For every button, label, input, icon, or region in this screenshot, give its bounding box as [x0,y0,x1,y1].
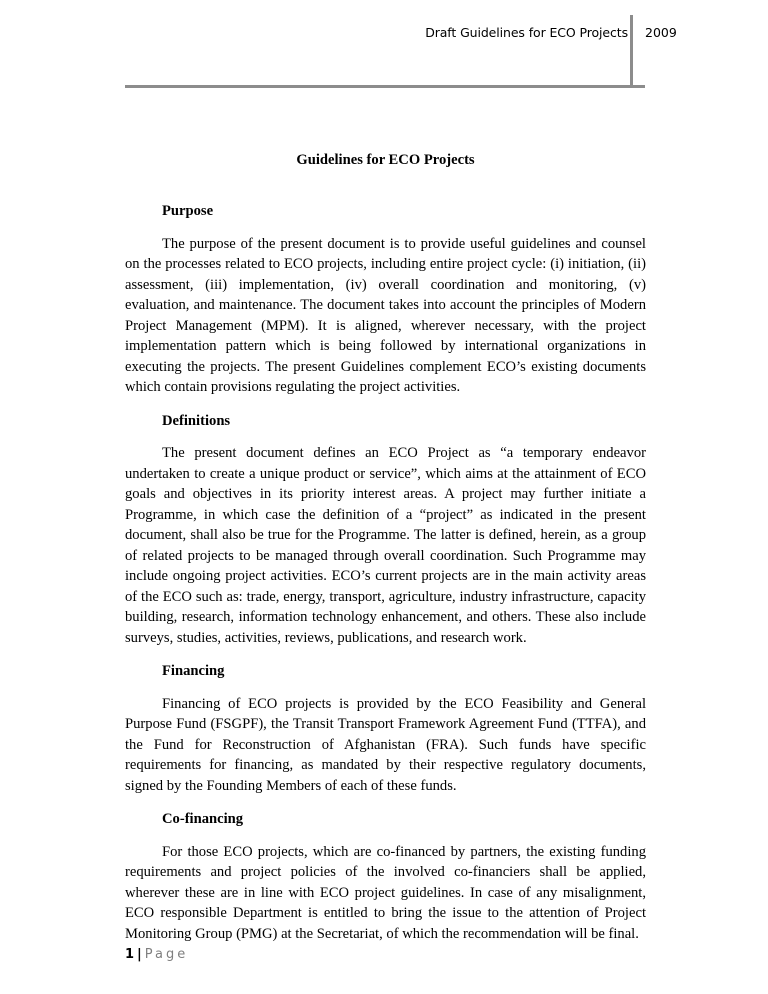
section-heading: Purpose [162,203,214,219]
section-paragraph: For those ECO projects, which are co-financed by partners, the existing funding requirements and project policies of the involved co-financiers shall be applied, wherever these are in line with ECO project guidelines. In case of any misalignment, ECO responsible Department is entitled to bring the issue to the attention of Project Monitoring Group (PMG) at the Secretariat, of which the recommendation will be final. [125,843,646,942]
page-separator: | [137,947,142,962]
header-year: 2009 [645,25,677,40]
page-header [0,0,768,90]
document-body [125,150,646,957]
section-paragraph: Financing of ECO projects is provided by the ECO Feasibility and General Purpose Fund (FSGPF), the Transit Transport Framework Agreement Fund (TTFA), and the Fund for Reconstruction of Afghanistan (FRA). Such funds have specific requirements for financing, as mandated by their respective regulatory documents, signed by the Founding Members of each of these funds. [125,695,646,794]
section-definitions [125,411,646,649]
section-financing [125,661,646,796]
header-rule [125,85,645,88]
document-title: Guidelines for ECO Projects [296,152,475,168]
section-paragraph: The present document defines an ECO Project as “a temporary endeavor undertaken to create a unique product or service”, which aims at the attainment of ECO goals and objectives in its priority interest areas. A project may further initiate a Programme, in which case the definition of a “project” as indicated in the present document, shall also be true for the Programme. The latter is defined, herein, as a group of related projects to be managed through overall coordination. Such Programme may include ongoing project activities. ECO’s current projects are in the main activity areas of the ECO such as: trade, energy, transport, agriculture, industry infrastructure, capacity building, research, information technology enhancement, and others. These also include surveys, studies, activities, reviews, publications, and research work. [125,445,646,646]
page-footer [125,947,188,962]
section-purpose [125,201,646,398]
section-heading: Co-financing [162,811,244,827]
header-divider [630,15,633,87]
page-number: 1 [125,947,135,962]
section-paragraph: The purpose of the present document is to provide useful guidelines and counsel on the processes related to ECO projects, including entire project cycle: (i) initiation, (ii) assessment, (iii) implementation, (iv) overall coordination and monitoring, (v) evaluation, and maintenance. The document takes into account the principles of Modern Project Management (MPM). It is aligned, wherever necessary, with the project implementation pattern which is being followed by international organizations in executing the projects. The present Guidelines complement ECO’s existing documents which contain provisions regulating the project activities. [125,235,646,395]
section-heading: Definitions [162,412,231,429]
header-title: Draft Guidelines for ECO Projects [425,25,628,40]
section-heading: Financing [162,663,225,679]
page-word: Page [144,947,189,962]
section-co-financing [125,809,646,944]
